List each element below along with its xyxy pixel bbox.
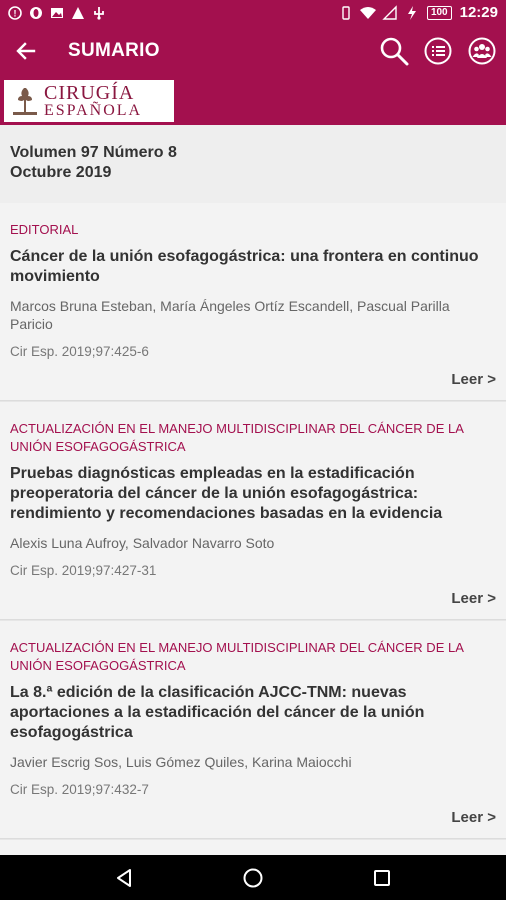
article-title[interactable]: Pruebas diagnósticas empleadas en la estadificación preoperatoria del cáncer de la unión esofagogástrica: rendimiento y recomendaciones basadas en la evidencia	[10, 465, 443, 522]
notification-icon	[8, 6, 22, 20]
usb-icon	[92, 6, 106, 20]
journal-logo	[4, 80, 174, 122]
battery-level: 100	[427, 6, 452, 20]
status-bar	[0, 0, 506, 25]
status-right-icons	[339, 4, 498, 21]
article-item[interactable]	[0, 620, 506, 839]
alert-icon	[71, 6, 85, 20]
article-authors: Javier Escrig Sos, Luis Gómez Quiles, Karina Maiocchi	[10, 754, 352, 770]
nav-home-icon	[242, 867, 264, 889]
article-item[interactable]	[0, 401, 506, 620]
article-authors: Marcos Bruna Esteban, María Ángeles Ortíz Escandell, Pascual Parilla Paricio	[10, 298, 450, 332]
nav-back-icon	[114, 868, 134, 888]
article-title[interactable]: Cáncer de la unión esofagogástrica: una frontera en continuo movimiento	[10, 248, 479, 285]
article-authors: Alexis Luna Aufroy, Salvador Navarro Soto	[10, 535, 275, 551]
issue-header	[0, 125, 506, 203]
image-icon	[50, 6, 64, 20]
wifi-icon	[361, 6, 375, 20]
article-reference: Cir Esp. 2019;97:432-7	[10, 782, 149, 797]
article-section: ACTUALIZACIÓN EN EL MANEJO MULTIDISCIPLINAR DEL CÁNCER DE LA UNIÓN ESOFAGOGÁSTRICA	[10, 640, 464, 673]
read-link[interactable]: Leer >	[451, 590, 496, 607]
users-button[interactable]	[466, 35, 498, 67]
toc-button[interactable]	[422, 35, 454, 67]
nav-recents-button[interactable]	[362, 858, 402, 898]
arrow-back-icon	[16, 41, 36, 61]
back-button[interactable]	[0, 25, 52, 77]
charging-icon	[405, 6, 419, 20]
system-nav-bar	[0, 855, 506, 900]
vibrate-icon	[339, 6, 353, 20]
article-item[interactable]	[0, 203, 506, 401]
journal-name-line1: CIRUGÍA	[44, 82, 135, 104]
status-left-icons	[8, 6, 106, 20]
nav-recents-icon	[373, 869, 391, 887]
nav-back-button[interactable]	[104, 858, 144, 898]
svg-text:!: !	[13, 8, 17, 18]
signal-icon	[383, 6, 397, 20]
app-actions	[378, 35, 498, 67]
toc-list[interactable]	[0, 125, 506, 855]
nav-home-button[interactable]	[233, 858, 273, 898]
list-icon	[424, 37, 452, 65]
journal-banner	[0, 77, 506, 125]
read-link[interactable]: Leer >	[451, 371, 496, 388]
issue-volume: Volumen 97 Número 8	[10, 144, 177, 161]
elsevier-emblem-icon	[10, 84, 40, 118]
search-button[interactable]	[378, 35, 410, 67]
article-reference: Cir Esp. 2019;97:425-6	[10, 344, 149, 359]
app-bar	[0, 25, 506, 77]
article-section: ACTUALIZACIÓN EN EL MANEJO MULTIDISCIPLINAR DEL CÁNCER DE LA UNIÓN ESOFAGOGÁSTRICA	[10, 421, 464, 454]
article-title[interactable]: La 8.ª edición de la clasificación AJCC-TNM: nuevas aportaciones a la estadificación del cáncer de la unión esofagogástrica	[10, 684, 425, 741]
search-icon	[379, 36, 409, 66]
article-section: EDITORIAL	[10, 222, 79, 237]
issue-date: Octubre 2019	[10, 164, 112, 181]
status-time: 12:29	[459, 4, 498, 21]
journal-name	[44, 83, 142, 119]
opera-icon	[29, 6, 43, 20]
page-title: SUMARIO	[68, 40, 160, 61]
users-icon	[468, 37, 496, 65]
read-link[interactable]: Leer >	[451, 809, 496, 826]
journal-name-line2: ESPAÑOLA	[44, 102, 143, 119]
article-reference: Cir Esp. 2019;97:427-31	[10, 563, 157, 578]
